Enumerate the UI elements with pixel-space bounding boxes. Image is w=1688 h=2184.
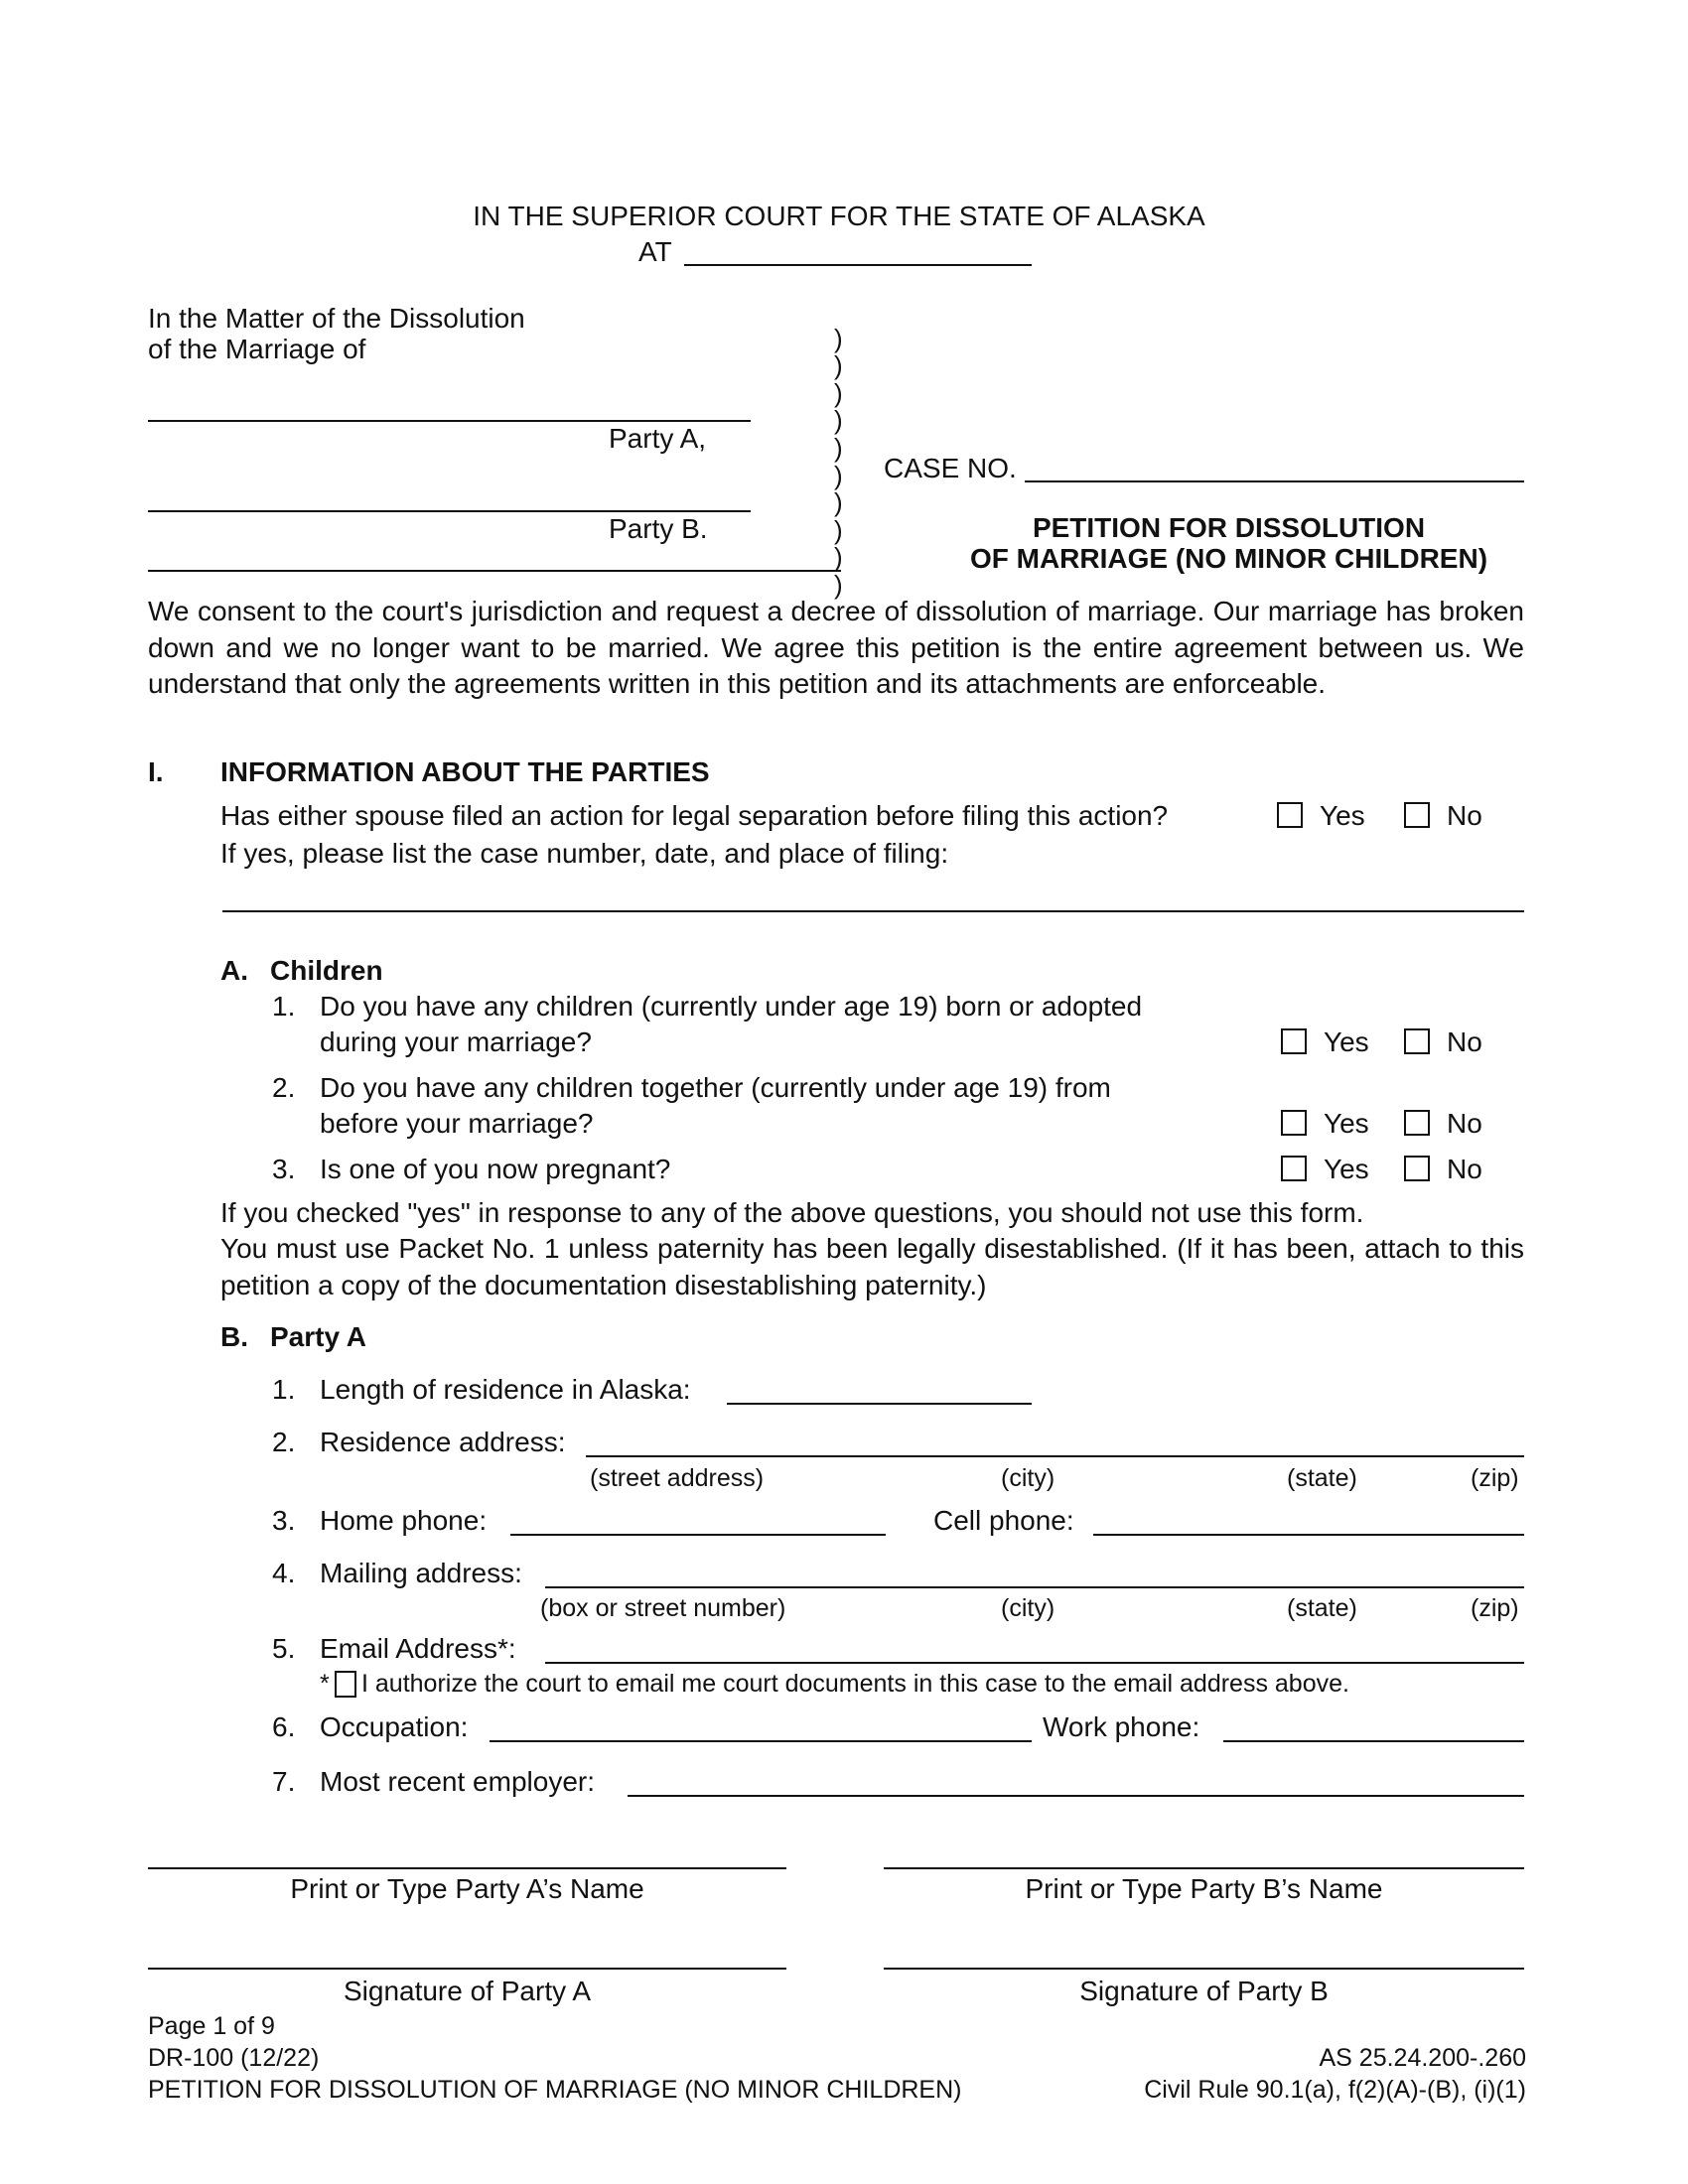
zip-hint: (zip) <box>1471 1464 1519 1492</box>
caption-parentheses: ) ) ) ) ) ) ) ) ) ) <box>834 323 843 600</box>
employer-label: Most recent employer: <box>320 1766 595 1797</box>
page-number: Page 1 of 9 <box>148 2012 275 2040</box>
separation-question: Has either spouse filed an action for legal separation before filing this action? <box>220 800 1169 831</box>
children-q2-text-2: before your marriage? <box>320 1108 594 1139</box>
city-hint: (city) <box>1001 1594 1055 1622</box>
children-q2-no-checkbox[interactable] <box>1404 1110 1430 1136</box>
children-q3-number: 3. <box>272 1154 296 1184</box>
separation-no-checkbox[interactable] <box>1404 802 1430 828</box>
residence-address-field[interactable] <box>586 1455 1524 1457</box>
residence-address-number: 2. <box>272 1427 296 1457</box>
work-phone-field[interactable] <box>1223 1740 1524 1742</box>
children-note-2: You must use Packet No. 1 unless paternity has been legally disestablished. (If it has been, attach to this petition a copy of the documentation disestablishing paternity.) <box>220 1233 1524 1300</box>
party-a-name-field[interactable] <box>148 420 751 422</box>
children-heading: Children <box>270 955 383 986</box>
children-q1-text-2: during your marriage? <box>320 1026 592 1057</box>
yes-label: Yes <box>1324 1108 1369 1139</box>
email-authorize-checkbox[interactable] <box>335 1671 356 1698</box>
party-b-label: Party B. <box>609 513 708 544</box>
home-phone-label: Home phone: <box>320 1505 488 1536</box>
party-b-print-name-field[interactable] <box>884 1867 1524 1869</box>
children-q1-yes-checkbox[interactable] <box>1281 1028 1307 1054</box>
party-a-print-name-label: Print or Type Party A’s Name <box>290 1873 644 1904</box>
children-note-1: If you checked "yes" in response to any of the above questions, you should not use this form. <box>220 1197 1364 1228</box>
petition-title-line-2: OF MARRIAGE (NO MINOR CHILDREN) <box>969 543 1488 574</box>
separation-yes-checkbox[interactable] <box>1277 802 1303 828</box>
box-street-hint: (box or street number) <box>540 1594 786 1622</box>
party-b-signature-label: Signature of Party B <box>1079 1976 1329 2006</box>
petition-title-line-1: PETITION FOR DISSOLUTION <box>1032 512 1426 543</box>
residence-length-label: Length of residence in Alaska: <box>320 1374 691 1405</box>
yes-label: Yes <box>1324 1026 1369 1057</box>
no-label: No <box>1447 1154 1482 1184</box>
children-q3-yes-checkbox[interactable] <box>1281 1156 1307 1181</box>
civil-rule-reference: Civil Rule 90.1(a), f(2)(A)-(B), (i)(1) <box>1144 2076 1526 2104</box>
employer-number: 7. <box>272 1766 296 1797</box>
party-b-signature-field[interactable] <box>884 1968 1524 1970</box>
mailing-address-number: 4. <box>272 1558 296 1588</box>
party-a-signature-field[interactable] <box>148 1968 786 1970</box>
children-q1-no-checkbox[interactable] <box>1404 1028 1430 1054</box>
at-label: AT <box>638 236 672 267</box>
children-q3-no-checkbox[interactable] <box>1404 1156 1430 1181</box>
residence-length-number: 1. <box>272 1374 296 1405</box>
section-heading: INFORMATION ABOUT THE PARTIES <box>220 756 710 787</box>
no-label: No <box>1447 1108 1482 1139</box>
children-q2-number: 2. <box>272 1072 296 1103</box>
form-title: PETITION FOR DISSOLUTION OF MARRIAGE (NO MINOR CHILDREN) <box>148 2076 962 2104</box>
party-b-print-name-label: Print or Type Party B’s Name <box>1025 1873 1383 1904</box>
home-phone-field[interactable] <box>510 1534 886 1536</box>
yes-label: Yes <box>1320 800 1365 831</box>
employer-field[interactable] <box>628 1795 1524 1797</box>
children-q1-number: 1. <box>272 991 296 1022</box>
intro-paragraph: We consent to the court's jurisdiction and request a decree of dissolution of marriage. Our marriage has broken down and we no longer want to be married. We agree this petition is the entire agreement between us. We understand that only the agreements written in this petition and its attachments are enforceable. <box>148 596 1524 699</box>
city-hint: (city) <box>1001 1464 1055 1492</box>
residence-length-field[interactable] <box>727 1403 1032 1405</box>
state-hint: (state) <box>1287 1464 1357 1492</box>
mailing-address-field[interactable] <box>545 1586 1524 1588</box>
state-hint: (state) <box>1287 1594 1357 1622</box>
party-a-print-name-field[interactable] <box>148 1867 786 1869</box>
children-q3-text: Is one of you now pregnant? <box>320 1154 671 1184</box>
matter-line-2: of the Marriage of <box>148 334 366 364</box>
prior-case-field[interactable] <box>222 910 1524 912</box>
cell-phone-label: Cell phone: <box>933 1505 1074 1536</box>
email-label: Email Address*: <box>320 1633 516 1664</box>
cell-phone-field[interactable] <box>1093 1534 1524 1536</box>
occupation-number: 6. <box>272 1711 296 1742</box>
if-yes-instructions: If yes, please list the case number, date, and place of filing: <box>220 838 949 869</box>
party-a-letter: B. <box>220 1321 248 1352</box>
no-label: No <box>1447 1026 1482 1057</box>
home-phone-number: 3. <box>272 1505 296 1536</box>
court-location-field[interactable] <box>684 264 1032 266</box>
asterisk: * <box>320 1670 330 1698</box>
case-no-label: CASE NO. <box>884 453 1017 483</box>
email-number: 5. <box>272 1633 296 1664</box>
form-number: DR-100 (12/22) <box>148 2044 320 2072</box>
party-a-heading: Party A <box>270 1321 367 1352</box>
party-a-signature-label: Signature of Party A <box>343 1976 592 2006</box>
caption-bottom-rule <box>148 570 841 572</box>
no-label: No <box>1447 800 1482 831</box>
statute-reference: AS 25.24.200-.260 <box>1319 2044 1526 2072</box>
children-q2-text: Do you have any children together (currently under age 19) from <box>320 1072 1111 1103</box>
court-heading: IN THE SUPERIOR COURT FOR THE STATE OF ALASKA <box>473 201 1205 231</box>
matter-line-1: In the Matter of the Dissolution <box>148 303 525 334</box>
party-b-name-field[interactable] <box>148 510 751 512</box>
section-number: I. <box>148 756 164 787</box>
occupation-label: Occupation: <box>320 1711 469 1742</box>
street-address-hint: (street address) <box>590 1464 765 1492</box>
email-field[interactable] <box>545 1662 1524 1664</box>
party-a-label: Party A, <box>609 423 707 454</box>
residence-address-label: Residence address: <box>320 1427 566 1457</box>
mailing-address-label: Mailing address: <box>320 1558 522 1588</box>
children-letter: A. <box>220 955 248 986</box>
work-phone-label: Work phone: <box>1043 1711 1200 1742</box>
occupation-field[interactable] <box>490 1740 1032 1742</box>
yes-label: Yes <box>1324 1154 1369 1184</box>
children-q2-yes-checkbox[interactable] <box>1281 1110 1307 1136</box>
case-no-field[interactable] <box>1025 480 1524 482</box>
email-authorize-text: I authorize the court to email me court documents in this case to the email address above. <box>361 1670 1349 1698</box>
zip-hint: (zip) <box>1471 1594 1519 1622</box>
children-q1-text: Do you have any children (currently under age 19) born or adopted <box>320 991 1143 1022</box>
